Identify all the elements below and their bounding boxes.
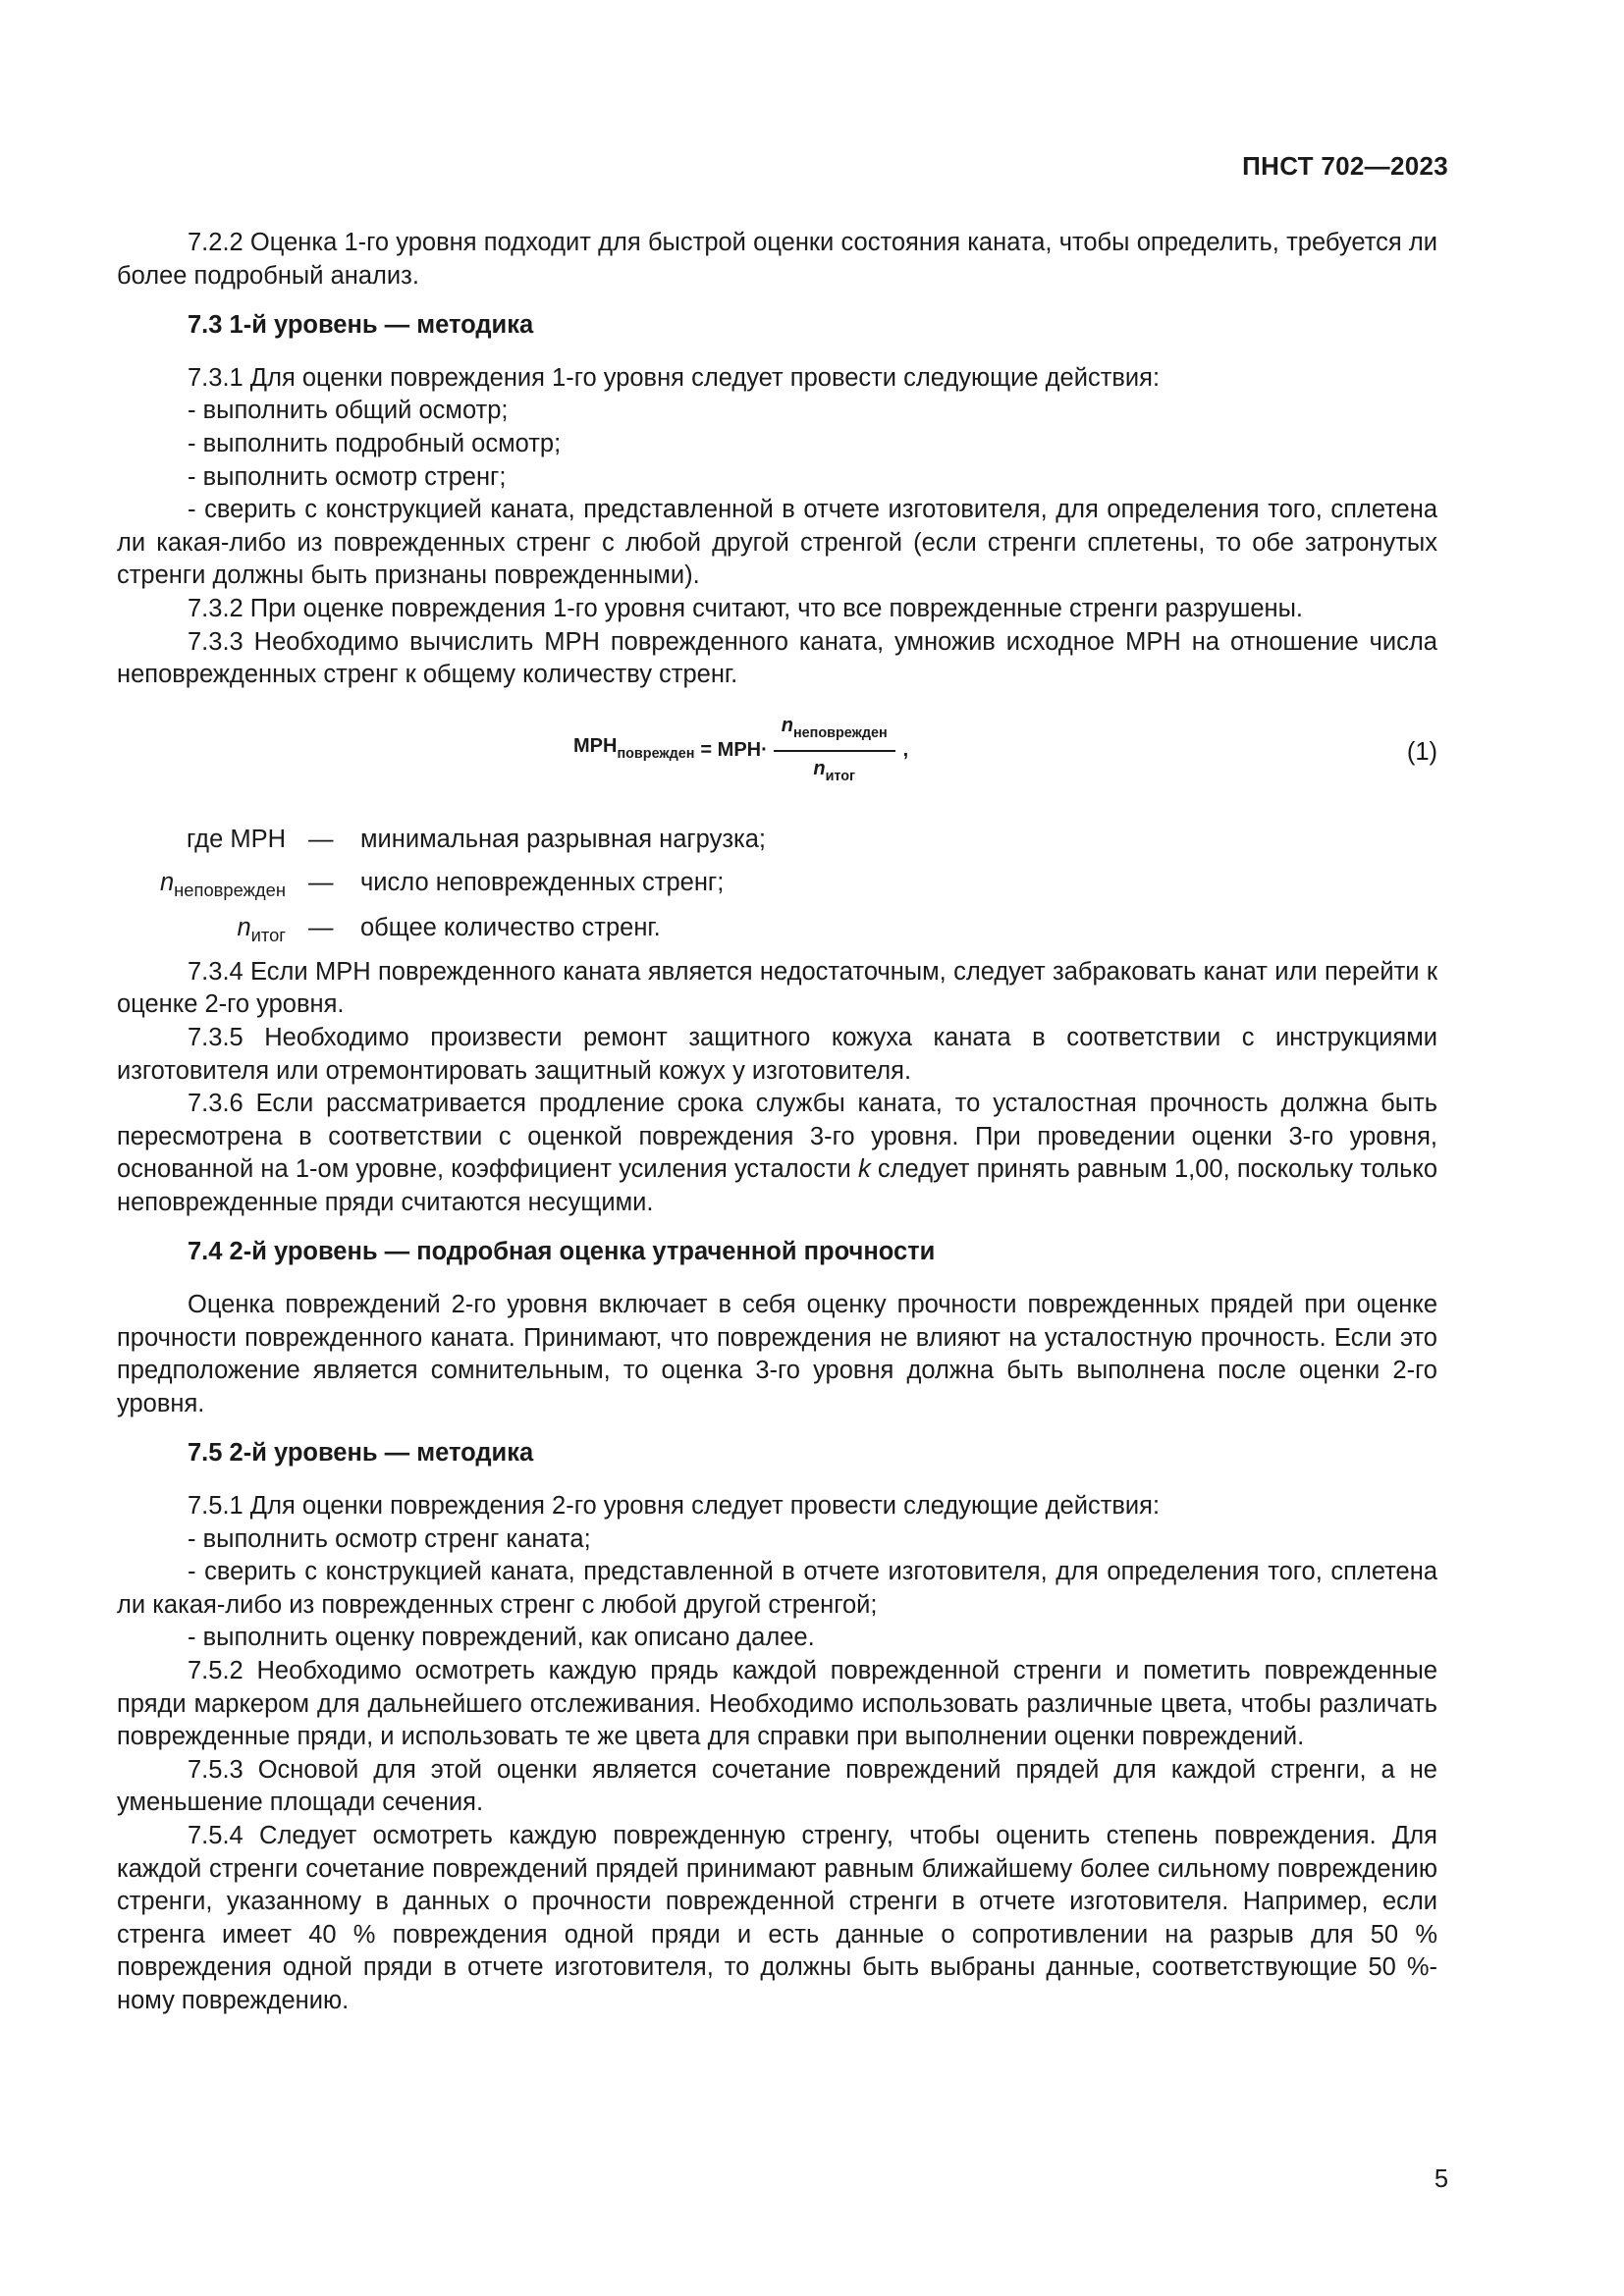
paragraph-7-3-2: 7.3.2 При оценке повреждения 1-го уровня считают, что все поврежденные стренги разрушены. [188,594,1304,622]
equation-number: (1) [1406,737,1437,766]
formula-fraction [774,713,895,789]
definition-dash: — [308,825,334,853]
formula-lhs: $МРН_{поврежден}$ [573,734,695,762]
definition-row [117,824,1437,857]
formula-definitions [117,824,1437,953]
list-item: - выполнить осмотр стренг каната; [188,1524,591,1553]
formula-1 [573,706,908,796]
list-item: - выполнить осмотр стренг; [188,462,507,491]
paragraph-7-5-3: 7.5.3 Основой для этой оценки является сочетание повреждений прядей для каждой стренги, а не уменьшение площади сечения. [117,1755,1437,1817]
definition-symbol: где МРН [187,825,286,853]
paragraph-7-5-4: 7.5.4 Следует осмотреть каждую поврежденную стренгу, чтобы оценить степень повреждения. Для каждой стренги сочетание повреждений прядей принимают равным ближайшему более сильному повреждению стренги, указанному в данных о прочности поврежденной стренги в отчете изготовителя. Например, если стренга имеет 40 % повреждения одной пряди и есть данные о сопротивлении на разрыв для 50 % повреждения одной пряди в отчете изготовителя, то должны быть выбраны данные, соответствующие 50 %-ному повреждению. [117,1821,1437,2014]
formula-denominator: $n_{итог}$ [813,757,856,784]
definition-symbol: $n_{итог}$ [237,913,286,945]
paragraph-7-3-1: 7.3.1 Для оценки повреждения 1-го уровня следует провести следующие действия: [188,363,1161,392]
definition-dash: — [308,913,334,941]
section-heading-7-4: 7.4 2-й уровень — подробная оценка утраченной прочности [188,1238,936,1266]
list-item: - выполнить оценку повреждений, как описано далее. [188,1624,815,1652]
paragraph-7-5-2: 7.5.2 Необходимо осмотреть каждую прядь каждой поврежденной стренги и пометить поврежденные пряди маркером для дальнейшего отслеживания. Необходимо использовать различные цвета, чтобы различать поврежденные пряди, и использовать те же цвета для справки при выполнении оценки повреждений. [117,1657,1437,1751]
paragraph-7-3-3: 7.3.3 Необходимо вычислить МРН поврежденного каната, умножив исходное МРН на отношение числа неповрежденных стренг к общему количеству стренг. [117,627,1437,689]
list-item: - выполнить общий осмотр; [188,397,509,425]
paragraph-7-3-5: 7.3.5 Необходимо произвести ремонт защитного кожуха каната в соответствии с инструкциями изготовителя или отремонтировать защитный кожух у изготовителя. [117,1023,1437,1085]
list-item: - сверить с конструкцией каната, представленной в отчете изготовителя, для определения того, сплетена ли какая-либо из поврежденных стренг с любой другой стренгой; [117,1558,1437,1619]
paragraph-7-3-4: 7.3.4 Если МРН поврежденного каната является недостаточным, следует забраковать канат или перейти к оценке 2-го уровня. [117,957,1437,1019]
definition-text: минимальная разрывная нагрузка; [360,825,767,853]
section-heading-7-5: 7.5 2-й уровень — методика [188,1439,534,1468]
list-item: - выполнить подробный осмотр; [188,429,562,457]
definition-row [117,912,1437,945]
formula-equals: = МРН· [700,738,768,761]
list-item: - сверить с конструкцией каната, представленной в отчете изготовителя, для определения того, сплетена ли какая-либо из поврежденных стренг с любой другой стренгой (если стренги сплетены, то обе затронутых стренги должны быть признаны поврежденными). [117,496,1437,590]
definition-symbol: $n_{неповрежден}$ [159,868,286,900]
paragraph-7-3-6: 7.3.6 Если рассматривается продление срока службы каната, то усталостная прочность должна быть пересмотрена в соответствии с оценкой повреждения 3-го уровня. При проведении оценки 3-го уровня, основанной на 1-ом уровне, коэффициент усиления усталости k следует принять равным 1,00, поскольку только неповрежденные пряди считаются несущими. [117,1090,1437,1216]
formula-comma: , [902,738,909,761]
definition-row [117,867,1437,900]
formula-block [117,704,1437,824]
section-heading-7-3: 7.3 1-й уровень — методика [188,311,534,340]
document-body [117,227,1437,2018]
formula-numerator: $n_{неповрежден}$ [774,713,895,752]
definition-text: число неповрежденных стренг; [360,868,725,896]
paragraph-7-2-2: 7.2.2 Оценка 1-го уровня подходит для быстрой оценки состояния каната, чтобы определить, требуется ли более подробный анализ. [117,229,1437,290]
definition-dash: — [308,868,334,896]
paragraph-7-4: Оценка повреждений 2-го уровня включает в себя оценку прочности поврежденных прядей при оценке прочности поврежденного каната. Принимают, что повреждения не влияют на усталостную прочность. Если это предположение является сомнительным, то оценка 3-го уровня должна быть выполнена после оценки 2-го уровня. [117,1291,1437,1417]
definition-text: общее количество стренг. [360,913,661,941]
paragraph-7-5-1: 7.5.1 Для оценки повреждения 2-го уровня следует провести следующие действия: [188,1492,1161,1521]
document-id-header: ПНСТ 702—2023 [1242,151,1448,181]
page-number: 5 [1434,2165,1448,2193]
